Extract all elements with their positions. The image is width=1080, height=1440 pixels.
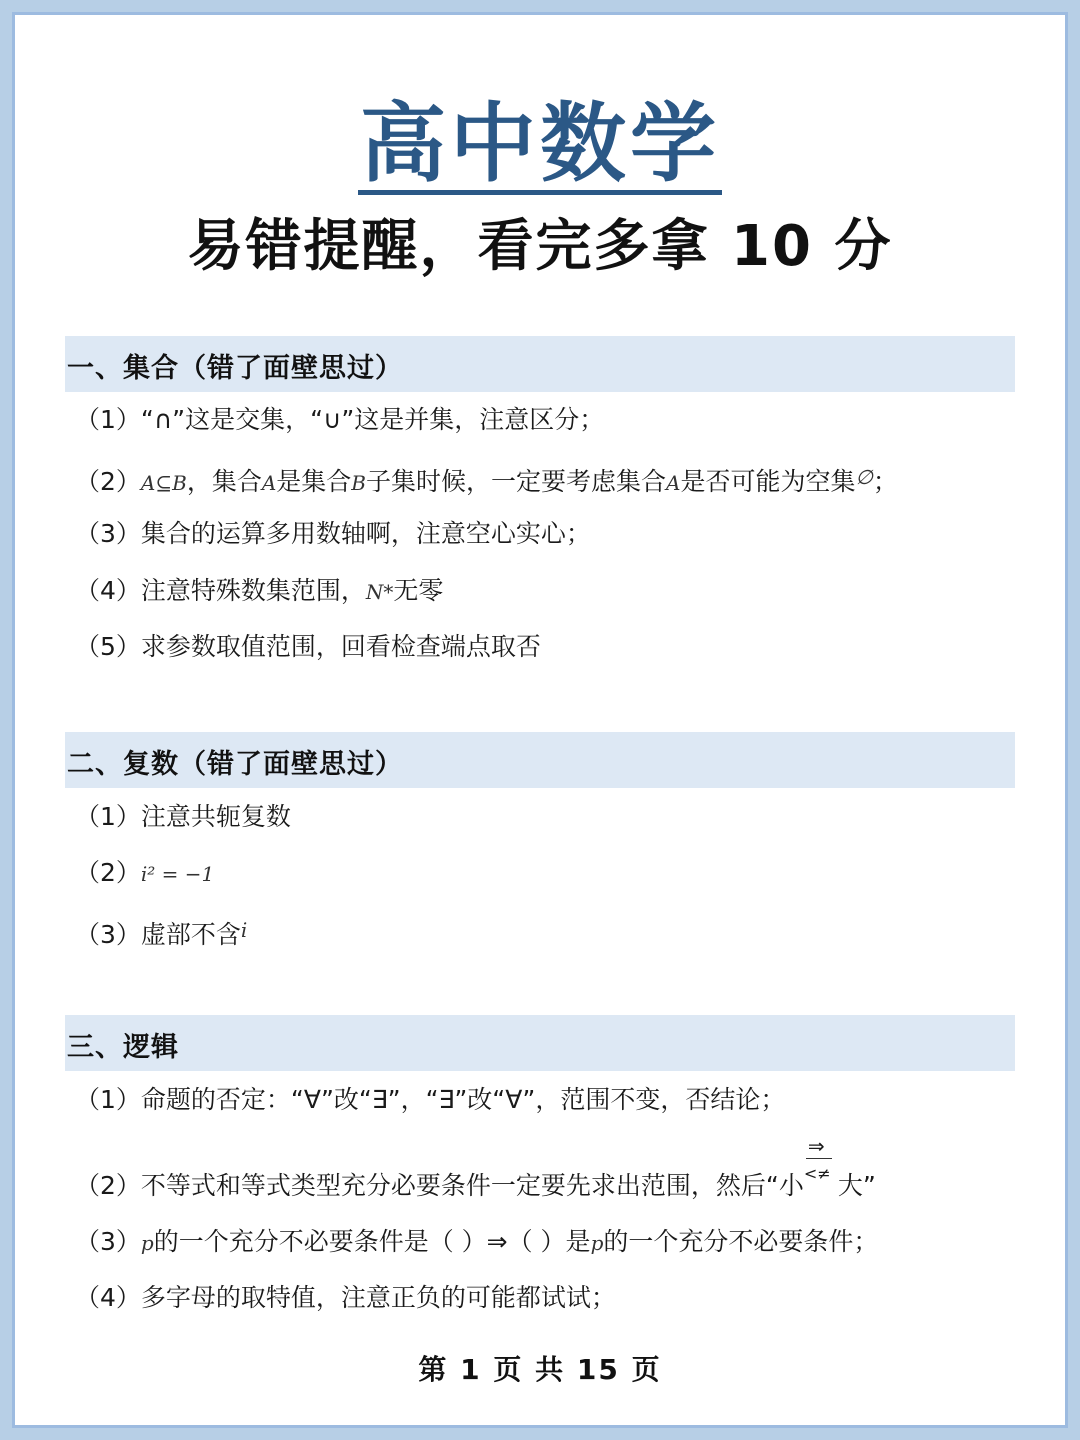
math-expr: i [240,918,248,942]
item-text: （5）求参数取值范围，回看检查端点取否 [75,632,541,661]
item-text: 是集合 [276,467,352,496]
item-text: （2） [75,858,141,887]
list-item [75,1278,1035,1318]
item-text: ，集合 [186,467,262,496]
list-item [75,514,1035,554]
list-item [75,1080,1035,1120]
page-subtitle: 易错提醒，看完多拿 10 分 [187,214,893,279]
implies-arrow-icon: ⇒ [807,1134,825,1158]
list-item [75,1134,1035,1206]
list-item [75,797,1035,837]
item-text: （3）集合的运算多用数轴啊，注意空心实心； [75,519,591,548]
list-item [75,571,1035,611]
implication-stack [803,1134,838,1206]
item-text: 大” [837,1171,876,1200]
section-heading-text: 三、逻辑 [67,1032,179,1063]
document-page [20,20,1060,1420]
section-heading-logic [65,1015,1015,1071]
section-heading-text: 一、集合（错了面壁思过） [67,353,403,384]
item-text: 是否可能为空集 [680,467,856,496]
item-text: （3）虚部不含 [75,920,241,949]
item-text: 的一个充分不必要条件； [603,1227,879,1256]
math-expr: A [261,471,277,495]
list-item [75,910,1035,950]
list-item [75,457,1035,497]
item-text: （2）不等式和等式类型充分必要条件一定要先求出范围，然后“小 [75,1171,804,1200]
less-than-symbol: <≠ [803,1164,831,1183]
item-text: （3） [75,1227,141,1256]
math-expr: A [666,471,681,495]
math-expr: N* [365,580,394,604]
math-expr: B [351,471,366,495]
section-heading-sets [65,336,1015,392]
item-text: （4）注意特殊数集范围， [75,576,366,605]
section-heading-complex [65,732,1015,788]
empty-set-symbol: ∅ [855,465,873,489]
section-heading-text: 二、复数（错了面壁思过） [67,749,403,780]
item-text: （1）命题的否定：“∀”改“∃”，“∃”改“∀”，范围不变，否结论； [75,1085,786,1114]
item-text: （1）“∩”这是交集，“∪”这是并集，注意区分； [75,405,605,434]
fraction-line [806,1158,832,1159]
list-item [75,400,1035,440]
list-item [75,627,1035,667]
page-number: 第 1 页 共 15 页 [418,1353,662,1386]
item-text: （2） [75,467,141,496]
list-item [75,853,1035,893]
item-text: ； [872,467,898,496]
math-expr: A⊆B [140,471,187,495]
page-title [20,94,1060,195]
item-text: 的一个充分不必要条件是（ ）⇒（ ）是 [153,1227,591,1256]
item-text: 无零 [393,576,444,605]
math-expr: p [140,1231,154,1255]
list-item [75,1222,1035,1262]
item-text: （1）注意共轭复数 [75,802,291,831]
item-text: 子集时候，一定要考虑集合 [366,467,667,496]
math-expr: p [590,1231,604,1255]
item-text: （4）多字母的取特值，注意正负的可能都试试； [75,1283,616,1312]
math-expr: i² = −1 [140,862,215,886]
title-text: 高中数学 [360,94,720,194]
